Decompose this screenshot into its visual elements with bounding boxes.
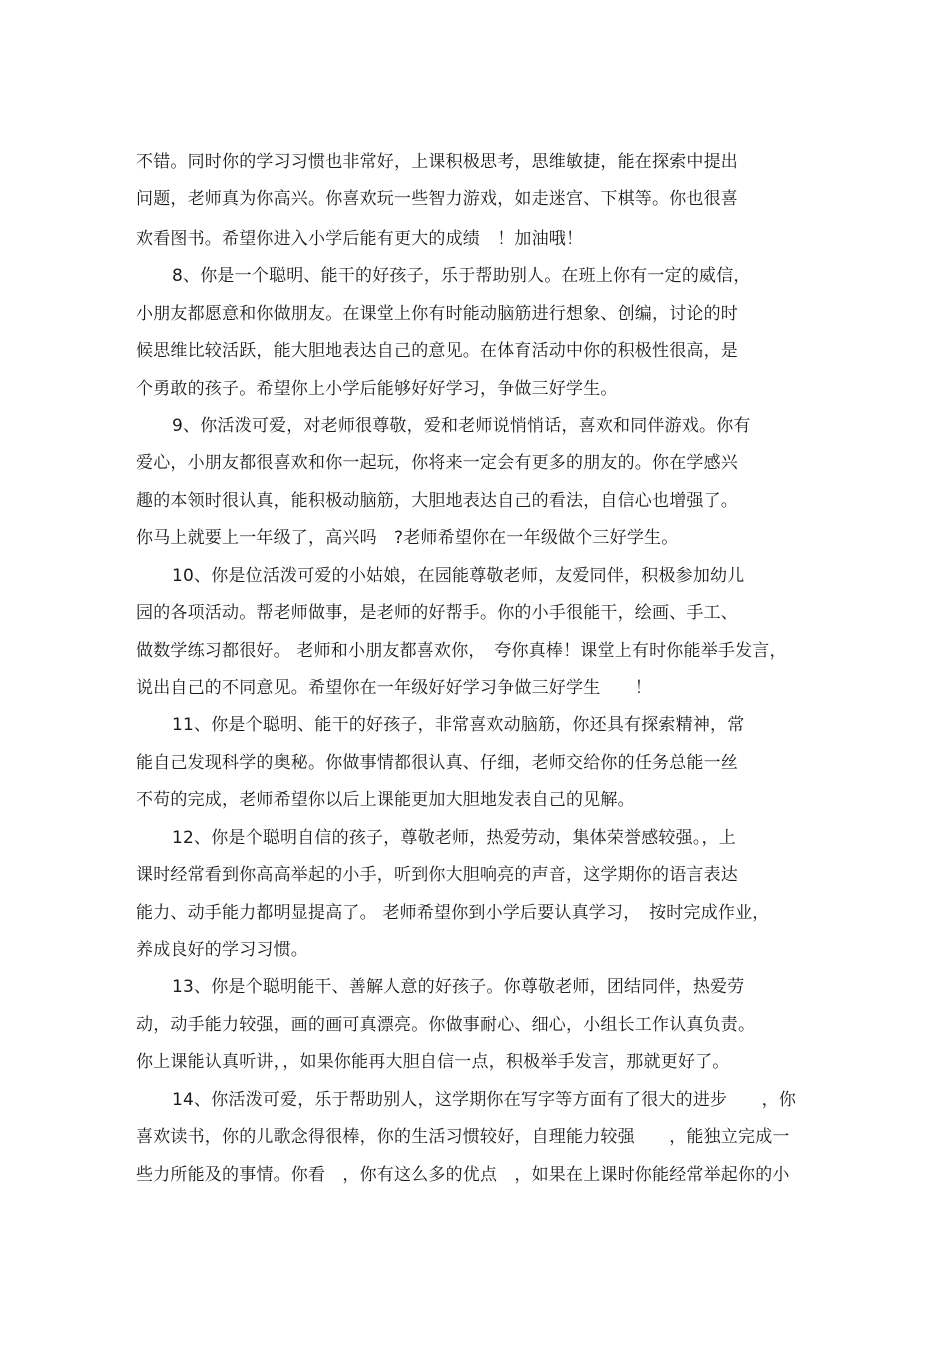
text-line: 小朋友都愿意和你做朋友。在课堂上你有时能动脑筋进行想象、创编，讨论的时 <box>136 304 738 324</box>
text-line: 趣的本领时很认真，能积极动脑筋，大胆地表达自己的看法，自信心也增强了。 <box>136 491 738 511</box>
text-line: 喜欢读书，你的儿歌念得很棒，你的生活习惯较好，自理能力较强 ，能独立完成一 <box>136 1127 790 1147</box>
text-line: 个勇敢的孩子。希望你上小学后能够好好学习，争做三好学生。 <box>136 379 618 399</box>
text-line: 不苟的完成，老师希望你以后上课能更加大胆地发表自己的见解。 <box>136 790 635 810</box>
paragraph-10-start: 10、你是位活泼可爱的小姑娘，在园能尊敬老师，友爱同伴，积极参加幼儿 <box>172 566 745 586</box>
text-line: 动，动手能力较强，画的画可真漂亮。你做事耐心、细心，小组长工作认真负责。 <box>136 1015 756 1035</box>
paragraph-13-start: 13、你是个聪明能干、善解人意的好孩子。你尊敬老师，团结同伴，热爱劳 <box>172 977 745 997</box>
paragraph-8-start: 8、你是一个聪明、能干的好孩子，乐于帮助别人。在班上你有一定的威信， <box>172 266 751 286</box>
text-line: 问题，老师真为你高兴。你喜欢玩一些智力游戏，如走迷宫、下棋等。你也很喜 <box>136 189 738 209</box>
text-line: 园的各项活动。帮老师做事，是老师的好帮手。你的小手很能干，绘画、手工、 <box>136 603 738 623</box>
paragraph-9-start: 9、你活泼可爱，对老师很尊敬，爱和老师说悄悄话，喜欢和同伴游戏。你有 <box>172 416 751 436</box>
text-line: 能自己发现科学的奥秘。你做事情都很认真、仔细，老师交给你的任务总能一丝 <box>136 753 738 773</box>
paragraph-11-start: 11、你是个聪明、能干的好孩子，非常喜欢动脑筋，你还具有探索精神，常 <box>172 715 745 735</box>
paragraph-12-start: 12、你是个聪明自信的孩子，尊敬老师，热爱劳动，集体荣誉感较强。，上 <box>172 828 736 848</box>
text-line: 你马上就要上一年级了，高兴吗 ?老师希望你在一年级做个三好学生。 <box>136 528 679 548</box>
text-line: 课时经常看到你高高举起的小手，听到你大胆响亮的声音，这学期你的语言表达 <box>136 865 738 885</box>
text-line: 做数学练习都很好。 老师和小朋友都喜欢你， 夸你真棒！课堂上有时你能举手发言， <box>136 641 787 661</box>
text-line: 不错。同时你的学习习惯也非常好，上课积极思考，思维敏捷，能在探索中提出 <box>136 152 738 172</box>
text-line: 能力、动手能力都明显提高了。 老师希望你到小学后要认真学习， 按时完成作业， <box>136 903 770 923</box>
text-line: 养成良好的学习习惯。 <box>136 940 308 960</box>
text-line: 说出自己的不同意见。希望你在一年级好好学习争做三好学生 ！ <box>136 678 652 698</box>
paragraph-14-start: 14、你活泼可爱，乐于帮助别人，这学期你在写字等方面有了很大的进步 ，你 <box>172 1090 797 1110</box>
text-line: 欢看图书。希望你进入小学后能有更大的成绩 ！加油哦！ <box>136 229 584 249</box>
text-line: 爱心，小朋友都很喜欢和你一起玩，你将来一定会有更多的朋友的。你在学感兴 <box>136 453 738 473</box>
text-line: 你上课能认真听讲，，如果你能再大胆自信一点，积极举手发言，那就更好了。 <box>136 1052 730 1072</box>
text-line: 候思维比较活跃，能大胆地表达自己的意见。在体育活动中你的积极性很高，是 <box>136 341 738 361</box>
text-line: 些力所能及的事情。你看 ，你有这么多的优点 ，如果在上课时你能经常举起你的小 <box>136 1165 790 1185</box>
